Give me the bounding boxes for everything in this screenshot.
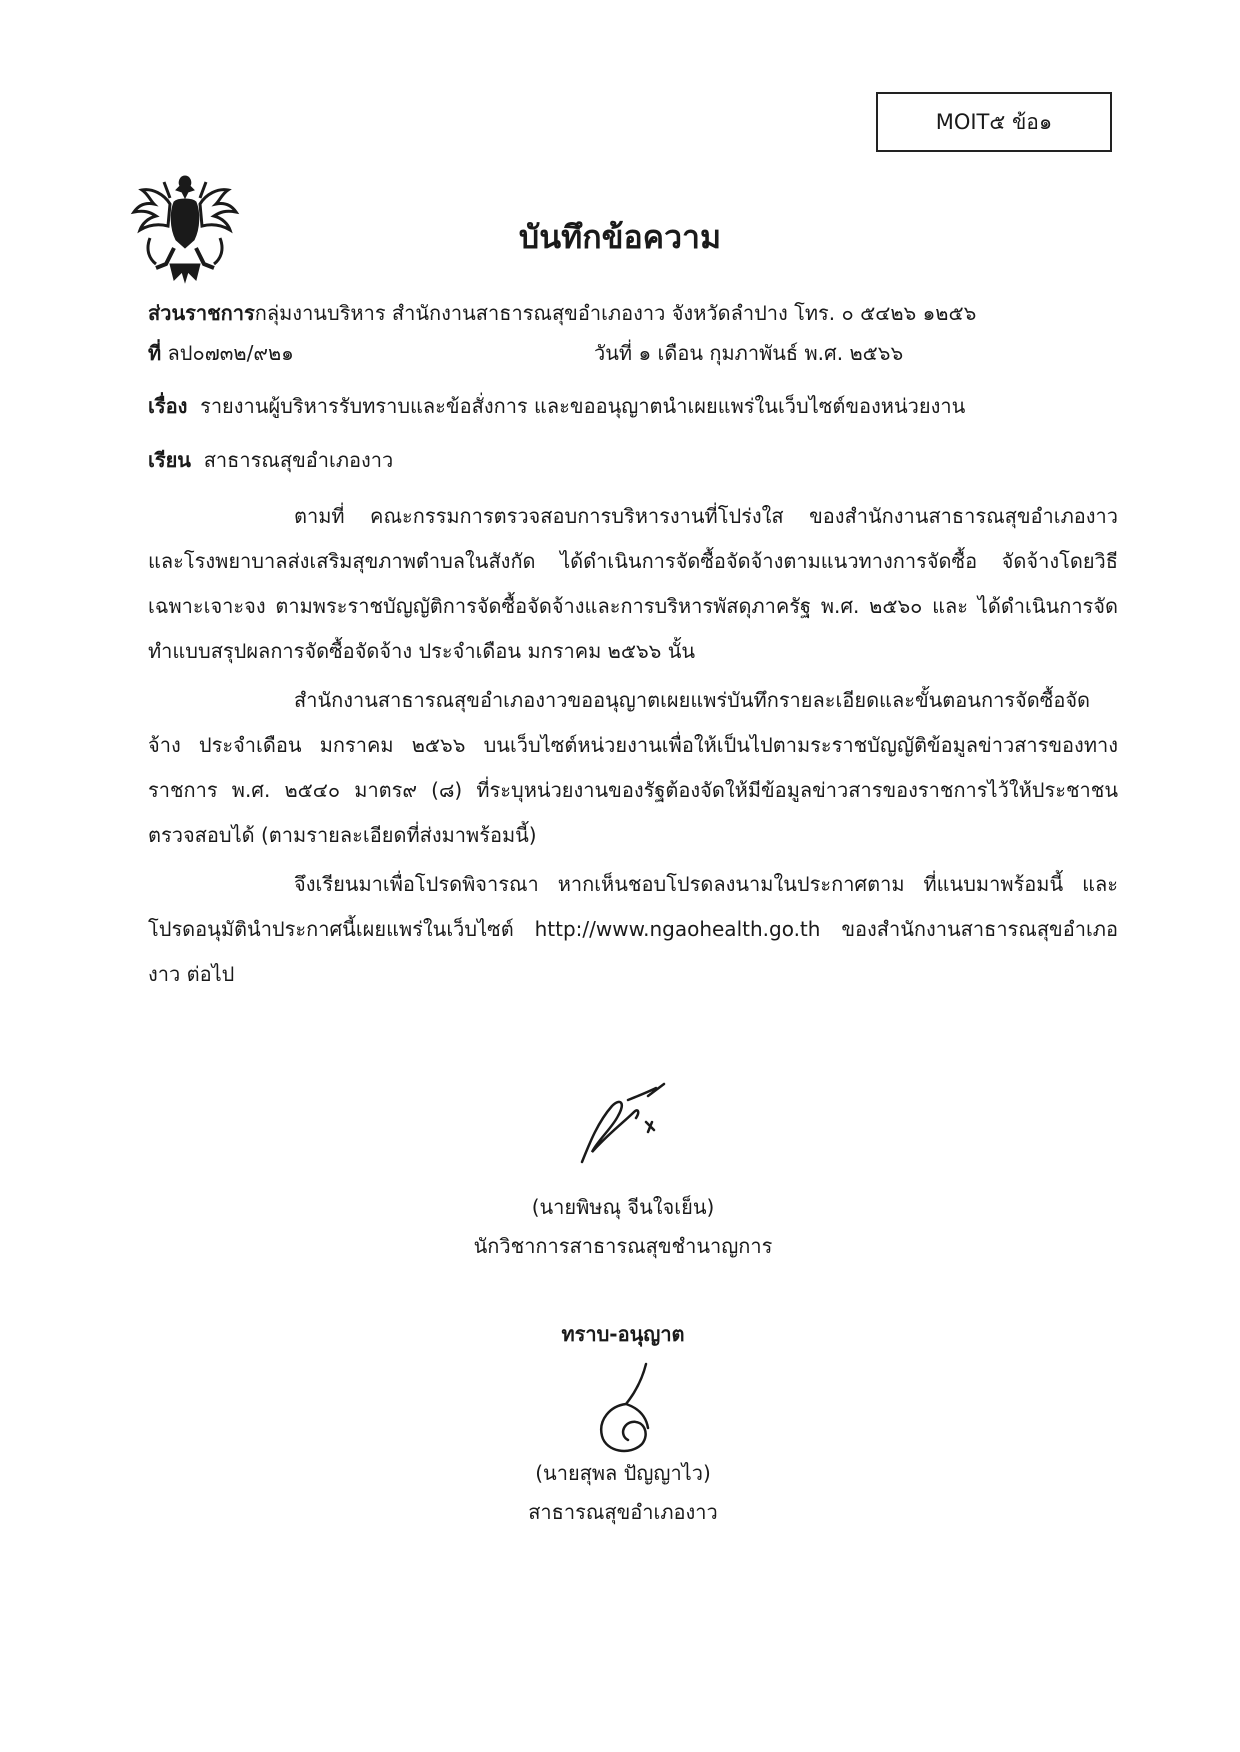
- agency-line: [148, 301, 976, 325]
- subject-label: เรื่อง: [148, 394, 188, 418]
- signature-2: [586, 1360, 666, 1460]
- subject-value: รายงานผู้บริหารรับทราบและข้อสั่งการ และขออนุญาตนำเผยแพร่ในเว็บไซต์ของหน่วยงาน: [200, 394, 966, 418]
- signatory-1-name: (นายพิษณุ จีนใจเย็น): [531, 1195, 715, 1219]
- reference-value: ลป๐๗๓๒/๙๒๑: [161, 341, 294, 365]
- addressee-label: เรียน: [148, 448, 191, 472]
- reference-line: [148, 341, 294, 365]
- document-title: บันทึกข้อความ: [518, 218, 722, 256]
- body-paragraph-3: จึงเรียนมาเพื่อโปรดพิจารณา หากเห็นชอบโปรดลงนามในประกาศตาม ที่แนบมาพร้อมนี้ และโปรดอนุมัตินำประกาศนี้เผยแพร่ในเว็บไซต์ http://www.ngaohealth.go.th ของสำนักงานสาธารณสุขอำเภองาว ต่อไป: [148, 872, 1118, 986]
- signatory-1-position: นักวิชาการสาธารณสุขชำนาญการ: [473, 1234, 773, 1258]
- agency-label: ส่วนราชการ: [148, 301, 255, 325]
- addressee-line: [148, 448, 393, 472]
- date-line: วันที่ ๑ เดือน กุมภาพันธ์ พ.ศ. ๒๕๖๖: [594, 341, 904, 365]
- signatory-2-name: (นายสุพล ปัญญาไว): [535, 1461, 711, 1485]
- signatory-2-position: สาธารณสุขอำเภองาว: [528, 1500, 718, 1524]
- moit-label-box: [876, 92, 1112, 152]
- reference-label: ที่: [148, 341, 162, 365]
- agency-value: กลุ่มงานบริหาร สำนักงานสาธารณสุขอำเภองาว จังหวัดลำปาง โทร. ๐ ๕๔๒๖ ๑๒๕๖: [254, 301, 977, 325]
- body-paragraph-2: สำนักงานสาธารณสุขอำเภองาวขออนุญาตเผยแพร่บันทึกรายละเอียดและขั้นตอนการจัดซื้อจัดจ้าง ประจำเดือน มกราคม ๒๕๖๖ บนเว็บไซต์หน่วยงานเพื่อให้เป็นไปตามระราชบัญญัติข้อมูลข่าวสารของทางราชการ พ.ศ. ๒๕๔๐ มาตร๙ (๘) ที่ระบุหน่วยงานของรัฐต้องจัดให้มีข้อมูลข่าวสารของราชการไว้ให้ประชาชนตรวจสอบได้ (ตามรายละเอียดที่ส่งมาพร้อมนี้): [148, 688, 1118, 847]
- subject-line: [148, 394, 965, 418]
- addressee-value: สาธารณสุขอำเภองาว: [203, 448, 394, 472]
- signature-1: [568, 1082, 678, 1172]
- body-paragraph-1: ตามที่ คณะกรรมการตรวจสอบการบริหารงานที่โปร่งใส ของสำนักงานสาธารณสุขอำเภองาว และโรงพยาบาลส่งเสริมสุขภาพตำบลในสังกัด ได้ดำเนินการจัดซื้อจัดจ้างตามแนวทางการจัดซื้อ จัดจ้างโดยวิธีเฉพาะเจาะจง ตามพระราชบัญญัติการจัดซื้อจัดจ้างและการบริหารพัสดุภาครัฐ พ.ศ. ๒๕๖๐ และ ได้ดำเนินการจัดทำแบบสรุปผลการจัดซื้อจัดจ้าง ประจำเดือน มกราคม ๒๕๖๖ นั้น: [148, 504, 1118, 663]
- approval-label: ทราบ-อนุญาต: [561, 1322, 685, 1346]
- moit-label: MOIT๕ ข้อ๑: [935, 109, 1053, 134]
